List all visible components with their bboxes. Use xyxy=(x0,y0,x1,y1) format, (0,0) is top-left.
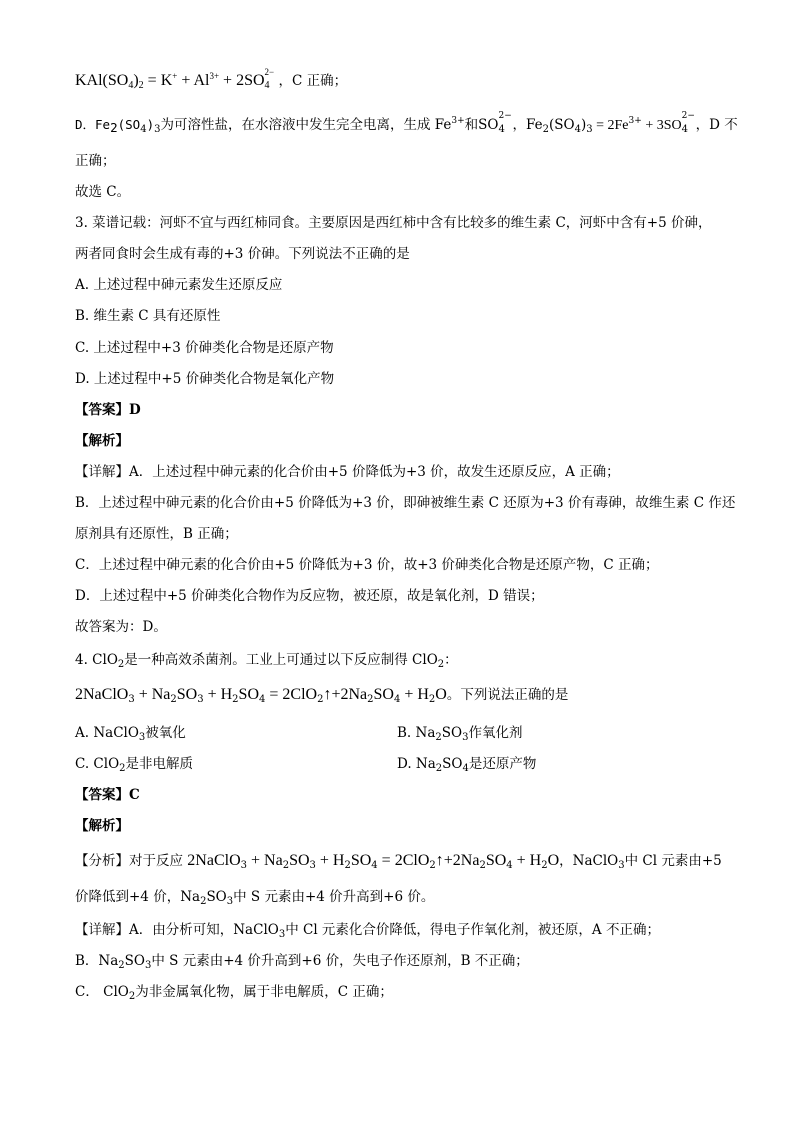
question-3-detail: C．上述过程中砷元素的化合价由+5 价降低为+3 价，故+3 价砷类化合物是还原产物，C 正确； xyxy=(75,557,659,573)
question-4-analysis: 价降低到+4 价，$Na_2SO_3$中 S 元素由+4 价升高到+6 价。 xyxy=(75,889,435,907)
question-3-stem: 两者同食时会生成有毒的+3 价砷。下列说法不正确的是 xyxy=(75,246,410,262)
question-3-stem: 3. 菜谱记载：河虾不宜与西红柿同食。主要原因是西红柿中含有比较多的维生素 C，河虾中含有+5 价砷， xyxy=(75,215,712,231)
question-3-answer: 【答案】D xyxy=(75,402,141,418)
question-4-option-b: B. $Na_2SO_3$作氧化剂 xyxy=(397,725,523,743)
option-d-explanation: D．$Fe_2(SO_4)_3$为可溶性盐，在水溶液中发生完全电离，生成 $Fe^{3+}$和SO 2− 4 ，$Fe_2(SO_4)_3 = 2Fe^{3+} + 3SO$ 2− 4 ，D 不 xyxy=(75,111,738,135)
question-4-answer: 【答案】C xyxy=(75,787,140,803)
question-4-option-c: C. ClO$_2$是非电解质 xyxy=(75,756,194,774)
question-4-option-d: D. $Na_2SO_4$是还原产物 xyxy=(397,756,537,774)
question-3-conclusion: 故答案为：D。 xyxy=(75,619,167,635)
question-4-analysis: 【分析】对于反应 2NaClO$_3$ + $Na_2SO_3 + H_2SO_4$ = $2ClO_2↑+2Na_2SO_4 + H_2O$，NaClO$_3$中 Cl 元素由+5 xyxy=(75,852,722,871)
question-4-stem: 4. ClO$_2$是一种高效杀菌剂。工业上可通过以下反应制得 ClO$_2$： xyxy=(75,652,458,670)
question-4-detail: 【详解】A．由分析可知，NaClO$_3$中 Cl 元素化合价降低，得电子作氧化剂，被还原，A 不正确； xyxy=(75,922,660,940)
text-line: 故选 C。 xyxy=(75,184,131,200)
question-3-option-b: B. 维生素 C 具有还原性 xyxy=(75,308,221,324)
equation-kal-so4: $KAl(SO_4)_2 = K^+ + Al^{3+} + 2SO$ 2− 4 ，C 正确； xyxy=(75,67,348,91)
question-3-option-d: D. 上述过程中+5 价砷类化合物是氧化产物 xyxy=(75,371,335,387)
text-line: 正确； xyxy=(75,153,116,169)
question-3-detail: 原剂具有还原性，B 正确； xyxy=(75,526,238,542)
question-3-detail: 【详解】A．上述过程中砷元素的化合价由+5 价降低为+3 价，故发生还原反应，A 正确； xyxy=(75,464,620,480)
question-3-option-a: A. 上述过程中砷元素发生还原反应 xyxy=(75,277,283,293)
question-3-option-c: C. 上述过程中+3 价砷类化合物是还原产物 xyxy=(75,340,334,356)
question-4-detail: C． ClO$_2$为非金属氧化物，属于非电解质，C 正确； xyxy=(75,984,393,1002)
question-4-analysis-heading: 【解析】 xyxy=(75,818,129,834)
question-4-option-a: A. NaClO$_3$被氧化 xyxy=(75,725,186,743)
question-3-detail: B．上述过程中砷元素的化合价由+5 价降低为+3 价，即砷被维生素 C 还原为+3 价有毒砷，故维生素 C 作还 xyxy=(75,495,736,511)
question-4-detail: B．$Na_2SO_3$中 S 元素由+4 价升高到+6 价，失电子作还原剂，B 不正确； xyxy=(75,953,529,971)
question-3-analysis-heading: 【解析】 xyxy=(75,433,129,449)
question-3-detail: D．上述过程中+5 价砷类化合物作为反应物，被还原，故是氧化剂，D 错误； xyxy=(75,588,544,604)
question-4-equation: 2NaClO$_3$ + $Na_2SO_3 + H_2SO_4$ = $2ClO_2↑+2Na_2SO_4 + H_2O$。下列说法正确的是 xyxy=(75,686,569,705)
